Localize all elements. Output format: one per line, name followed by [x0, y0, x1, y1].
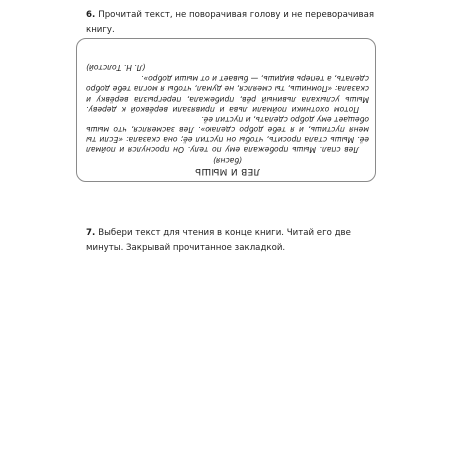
fable-paragraph-2: Потом охотники поймали льва и привязали верёвкой к дереву. Мышь услыхала львиный рёв, прибежала, перегрызла верёвку и сказала: «Помнишь, ты смеялся, не думал, чтобы я могла тебе добро сделать, а теперь видишь, — бывает и от мыши добро».: [86, 74, 369, 114]
upside-down-fable: [77, 39, 376, 182]
fable-frame: [76, 38, 376, 182]
fable-paragraph-1: Лев спал. Мышь пробежала ему по телу. Он проснулся и поймал её. Мышь стала просить, чтобы он пустил её; она сказала: «Если ты меня пустишь, и я тебе добро сделаю». Лев засмеялся, что мышь обещает ему добро сделать, и пустил её.: [86, 114, 369, 154]
task-6-text: Прочитай текст, не поворачивая голову и не переворачивая книгу.: [86, 10, 375, 35]
task-7-text: Выбери текст для чтения в конце книги. Читай его две минуты. Закрывай прочитанное закладкой.: [86, 228, 351, 253]
fable-title: ЛЕВ И МЫШЬ: [194, 166, 261, 176]
fable-body: [86, 73, 369, 154]
fable-author: (Л. Н. Толстой): [86, 63, 146, 73]
task-7: [86, 226, 386, 256]
task-7-number: 7.: [86, 228, 96, 238]
task-6-number: 6.: [86, 10, 96, 20]
fable-genre: (басня): [213, 156, 242, 165]
task-6: [86, 8, 386, 38]
